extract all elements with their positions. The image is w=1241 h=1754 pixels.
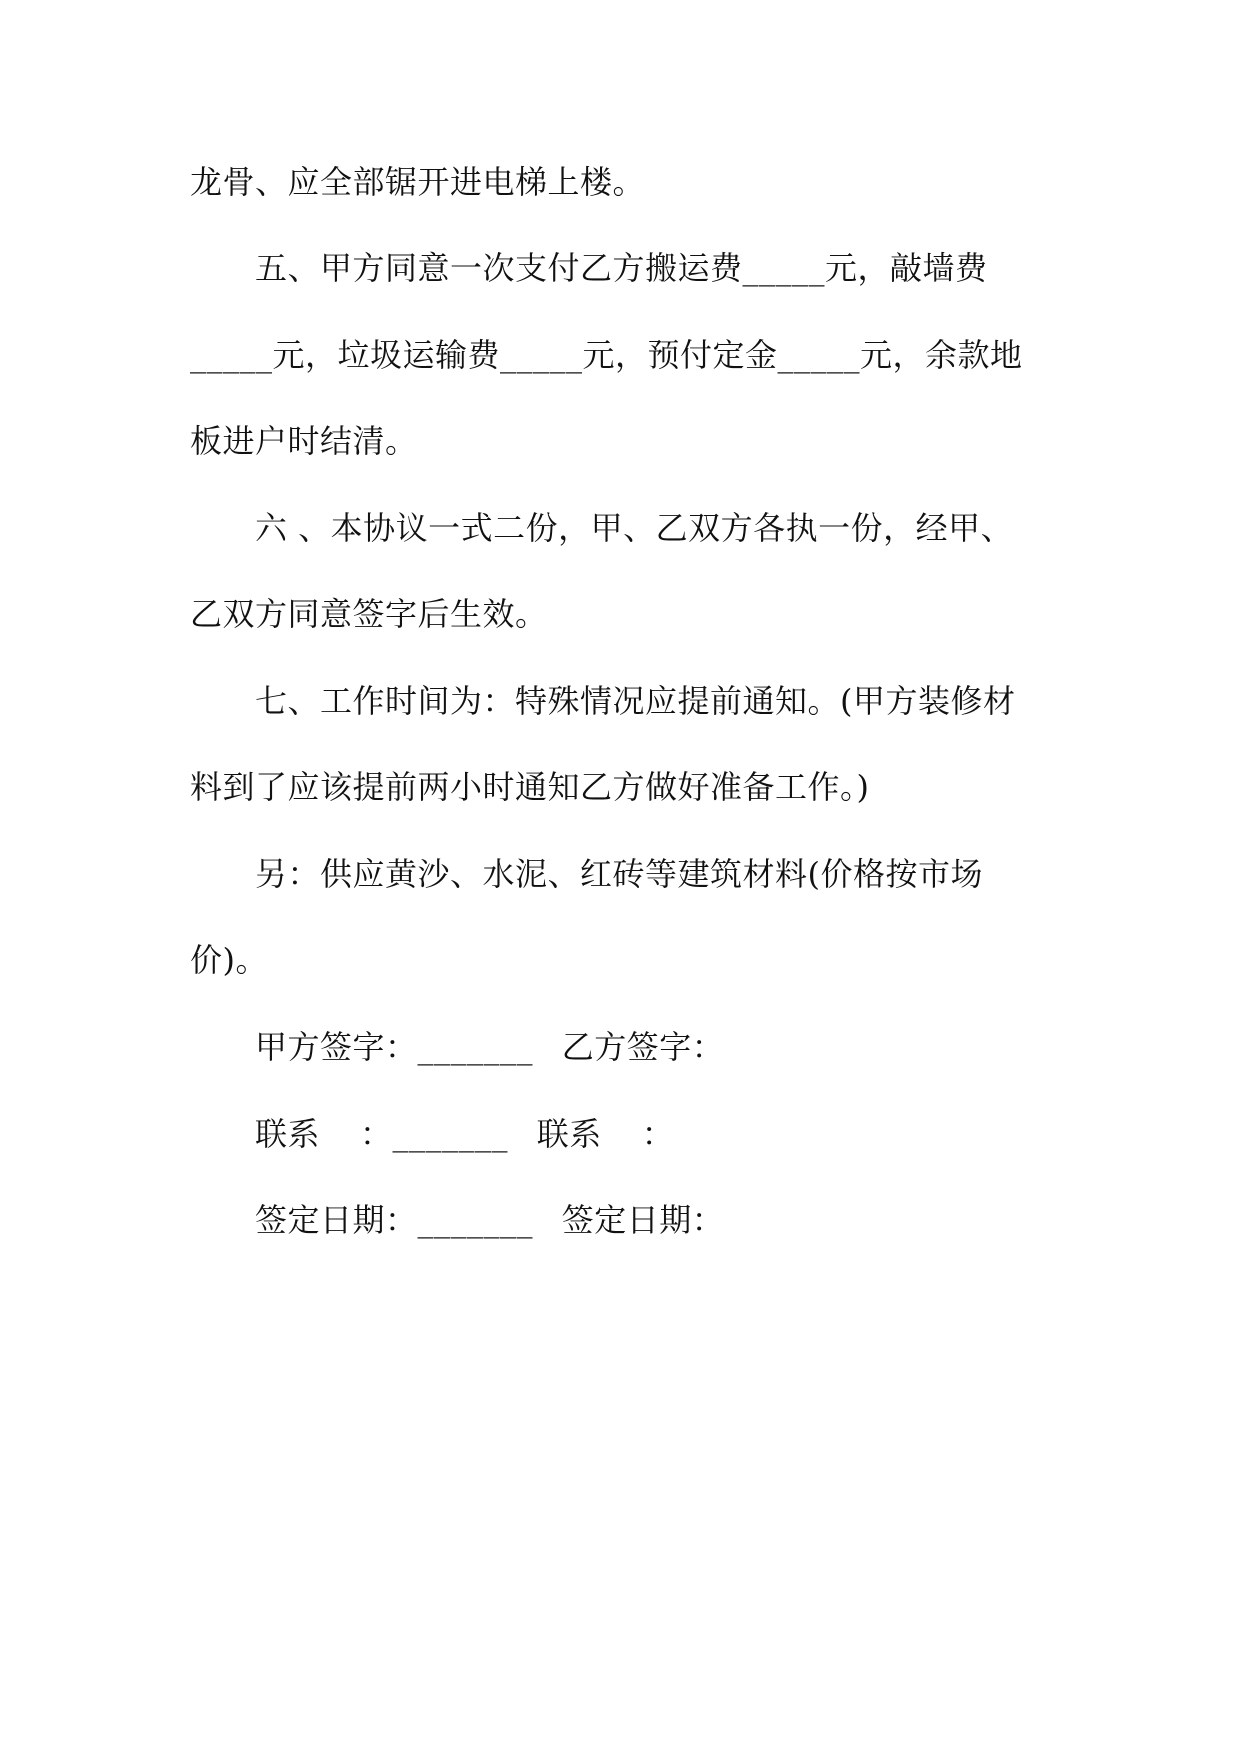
party-b-contact-field: ： (641, 1115, 675, 1153)
party-b-date: 签定日期： (561, 1201, 725, 1239)
signature-row (255, 1027, 724, 1067)
supply-note-line-1: 另：供应黄沙、水泥、红砖等建筑材料(价格按市场 (255, 855, 983, 893)
clause-five-line-3: 板进户时结清。 (190, 422, 418, 460)
contact-row (255, 1114, 674, 1154)
clause-seven-line-1: 七、工作时间为：特殊情况应提前通知。(甲方装修材 (255, 682, 1016, 720)
paragraph-line: 龙骨、应全部锯开进电梯上楼。 (190, 163, 646, 201)
clause-six-line-1: 六 、本协议一式二份，甲、乙双方各执一份，经甲、 (255, 509, 1014, 547)
party-a-contact-label: 联系 (255, 1115, 321, 1153)
party-b-signature: 乙方签字： (561, 1028, 725, 1066)
supply-note-line-2: 价)。 (190, 941, 268, 979)
date-row (255, 1200, 724, 1240)
party-a-contact-field: ：_______ (360, 1115, 509, 1153)
clause-six-line-2: 乙双方同意签字后生效。 (190, 595, 548, 633)
party-a-date: 签定日期：_______ (255, 1201, 534, 1239)
party-b-contact-label: 联系 (536, 1115, 602, 1153)
party-a-signature: 甲方签字：_______ (255, 1028, 534, 1066)
clause-five-line-1: 五、甲方同意一次支付乙方搬运费_____元，敲墙费 (255, 249, 988, 287)
clause-seven-line-2: 料到了应该提前两小时通知乙方做好准备工作。) (190, 768, 870, 806)
clause-five-line-2: _____元，垃圾运输费_____元，预付定金_____元，余款地 (190, 336, 1023, 374)
